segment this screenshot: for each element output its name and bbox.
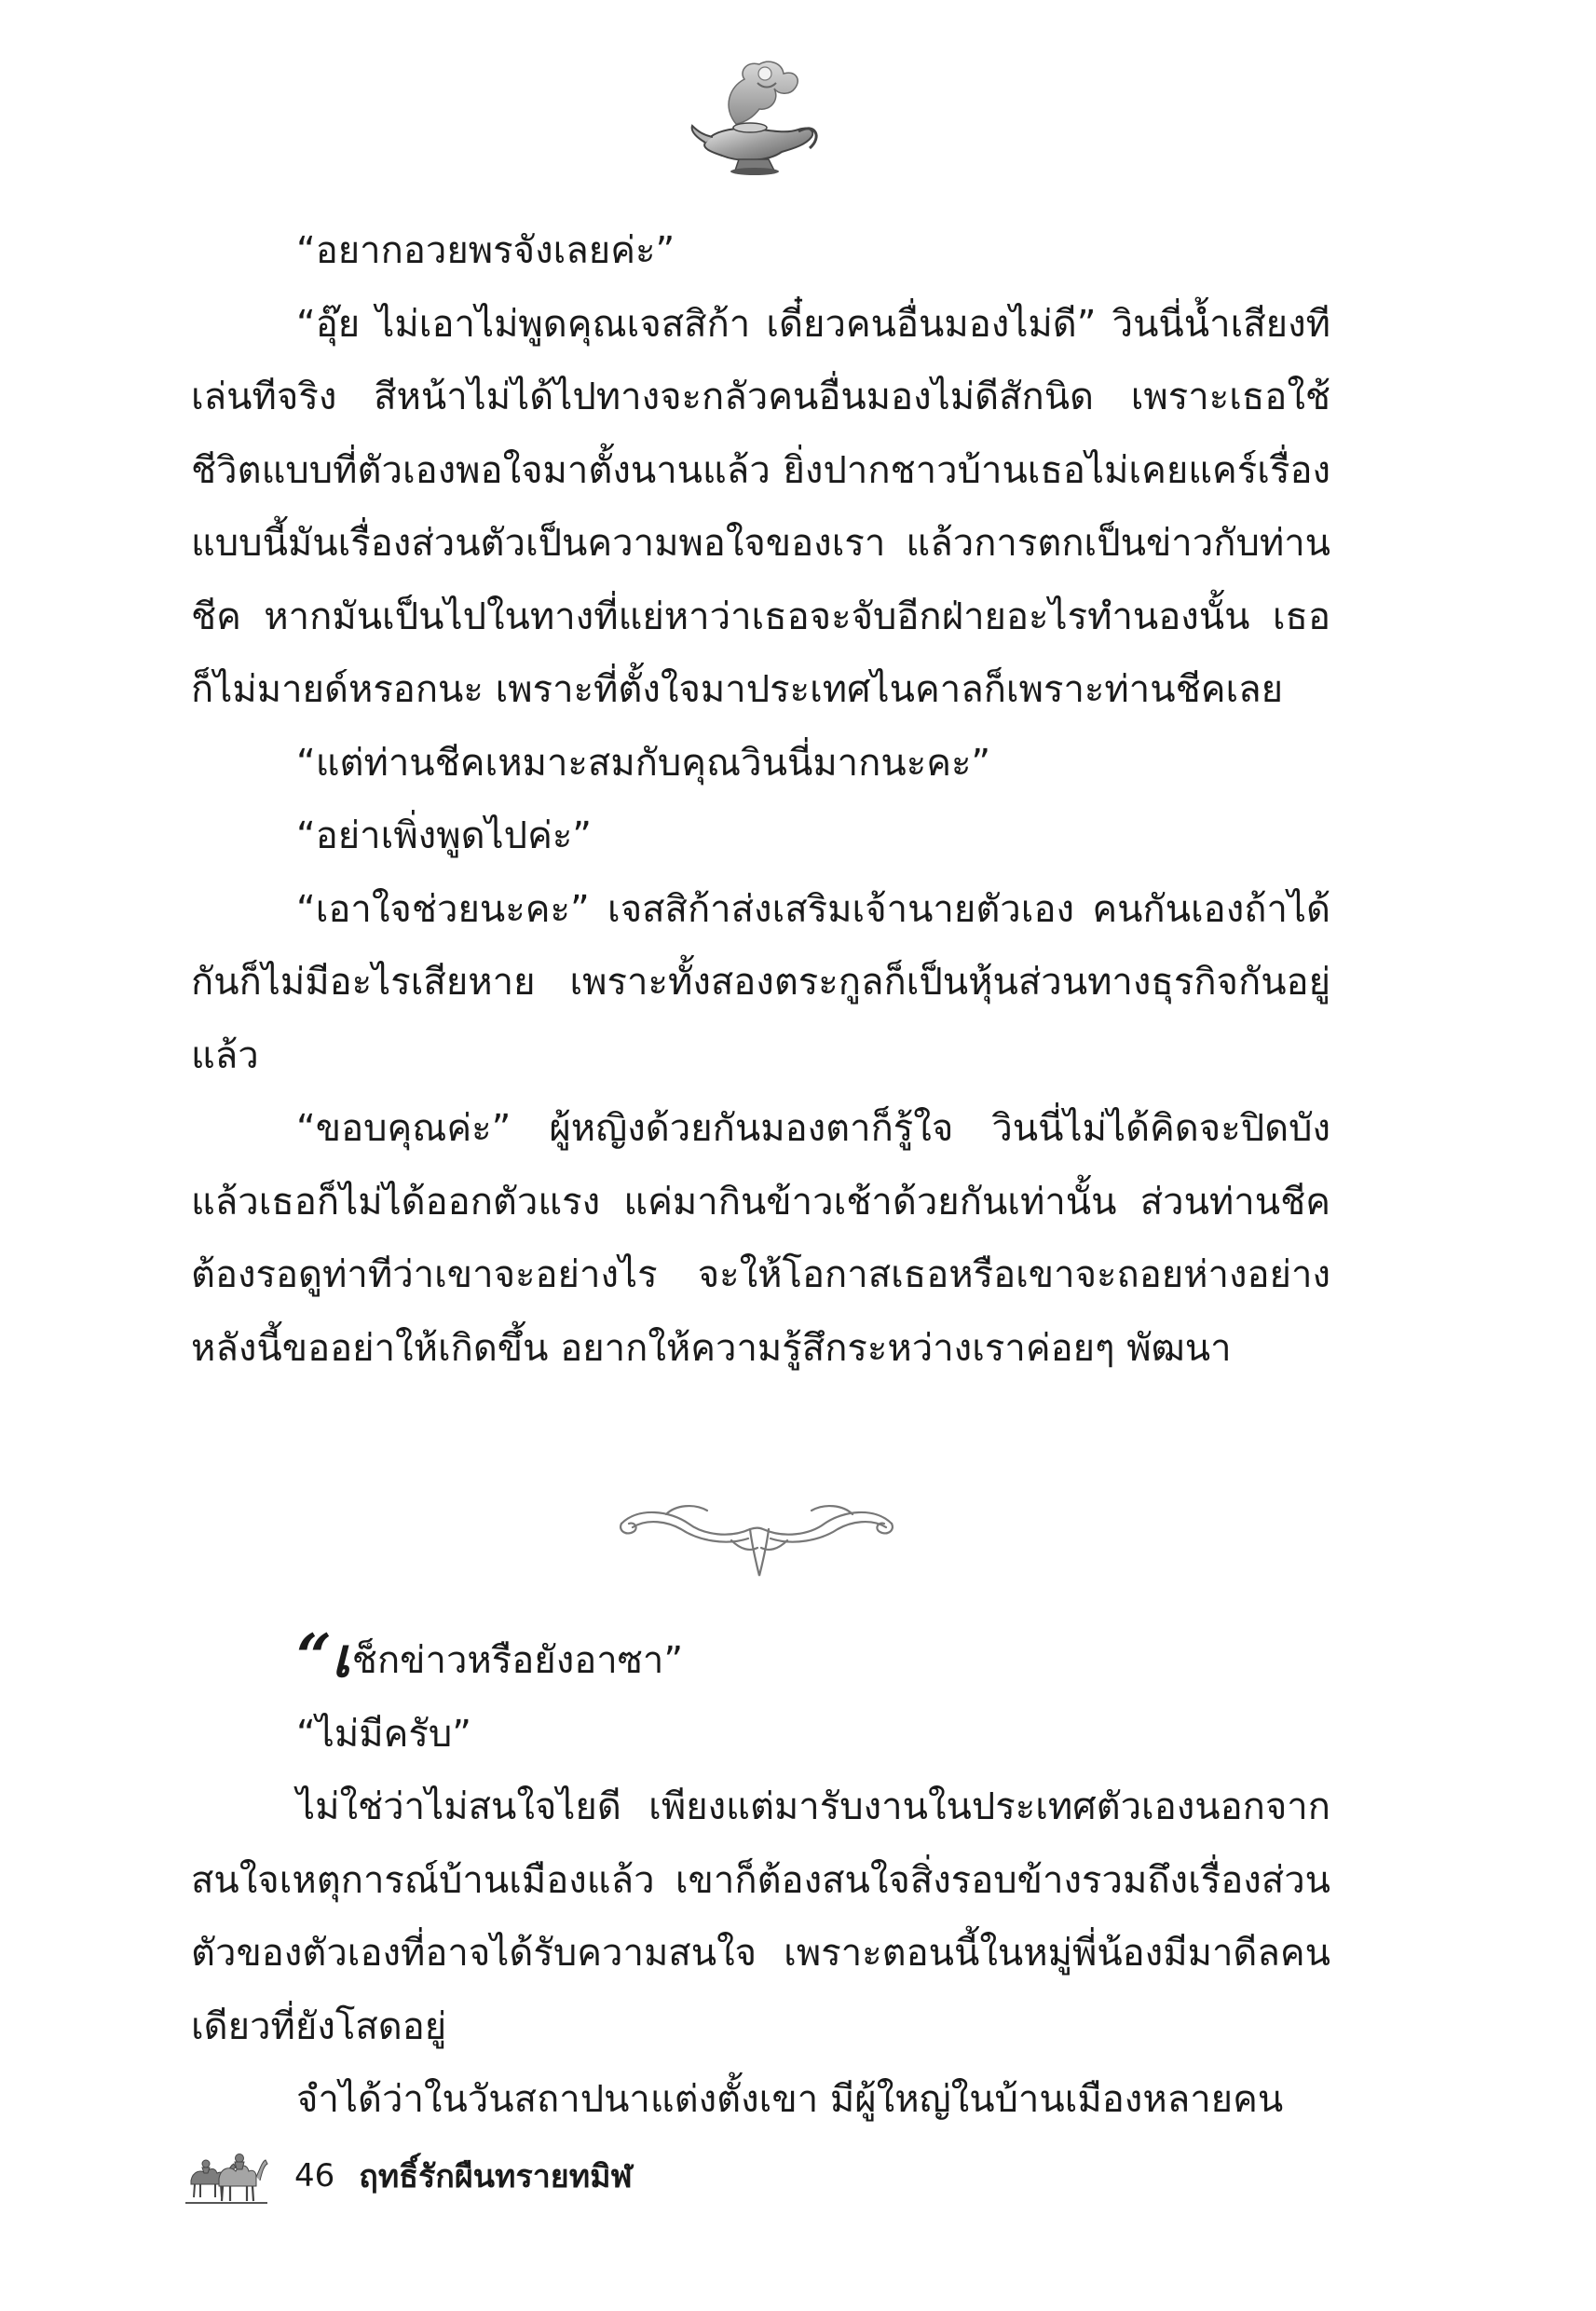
paragraph: ไม่ใช่ว่าไม่สนใจไยดี เพียงแต่มารับงานในประเทศตัวเองนอกจากสนใจเหตุการณ์บ้านเมืองแล้ว เขาก็ต้องสนใจสิ่งรอบข้างรวมถึงเรื่องส่วนตัวของตัวเองที่อาจได้รับความสนใจ เพราะตอนนี้ในหมู่พี่น้องมีมาดีลคนเดียวที่ยังโสดอยู่ — [191, 1785, 1330, 2048]
scroll-ornament-icon — [610, 1486, 908, 1589]
paragraph: “แต่ท่านชีคเหมาะสมกับคุณวินนี่มากนะคะ” — [296, 741, 991, 785]
paragraph: “ไม่มีครับ” — [296, 1712, 471, 1756]
opening-paragraph — [191, 1621, 1330, 1698]
drop-quote: “ — [296, 1620, 332, 1693]
paragraph: “เอาใจช่วยนะคะ” เจสสิก้าส่งเสริมเจ้านายตัวเอง คนกันเองถ้าได้กันก็ไม่มีอะไรเสียหาย เพราะทั้งสองตระกูลก็เป็นหุ้นส่วนทางธุรกิจกันอยู่แล้ว — [191, 887, 1330, 1077]
paragraph: จำได้ว่าในวันสถาปนาแต่งตั้งเขา มีผู้ใหญ่ในบ้านเมืองหลายคน — [296, 2078, 1284, 2121]
paragraph: “อย่าเพิ่งพูดไปค่ะ” — [296, 814, 593, 857]
genie-lamp-icon — [685, 51, 825, 182]
section-two — [191, 1621, 1330, 2137]
paragraph: “ขอบคุณค่ะ” ผู้หญิงด้วยกันมองตาก็รู้ใจ วินนี่ไม่ได้คิดจะปิดบังแล้วเธอก็ไม่ได้ออกตัวแรง แค่มากินข้าวเช้าด้วยกันเท่านั้น ส่วนท่านชีคต้องรอดูท่าทีว่าเขาจะอย่างไร จะให้โอกาสเธอหรือเขาจะถอยห่างอย่างหลังนี้ขออย่าให้เกิดขึ้น อยากให้ความรู้สึกระหว่างเราค่อยๆ พัฒนา — [191, 1107, 1330, 1370]
page-footer — [182, 2139, 633, 2213]
page-number: 46 — [294, 2157, 335, 2195]
paragraph: “อุ๊ย ไม่เอาไม่พูดคุณเจสสิก้า เดี๋ยวคนอื่นมองไม่ดี” วินนี่น้ำเสียงทีเล่นทีจริง สีหน้าไม่ได้ไปทางจะกลัวคนอื่นมองไม่ดีสักนิด เพราะเธอใช้ชีวิตแบบที่ตัวเองพอใจมาตั้งนานแล้ว ยิ่งปากชาวบ้านเธอไม่เคยแคร์เรื่องแบบนี้มันเรื่องส่วนตัวเป็นความพอใจของเรา แล้วการตกเป็นข่าวกับท่านชีค หากมันเป็นไปในทางที่แย่หาว่าเธอจะจับอีกฝ่ายอะไรทำนองนั้น เธอก็ไม่มายด์หรอกนะ เพราะที่ตั้งใจมาประเทศไนคาลก็เพราะท่านชีคเลย — [191, 302, 1330, 711]
paragraph: “อยากอวยพรจังเลยค่ะ” — [296, 229, 675, 272]
book-title: ฤทธิ์รักผืนทรายทมิฬ — [359, 2158, 633, 2195]
opening-text: ช็กข่าวหรือยังอาซา” — [351, 1639, 684, 1682]
camel-caravan-icon — [182, 2143, 270, 2208]
drop-letter: เ — [331, 1626, 350, 1689]
section-one — [191, 214, 1330, 1385]
